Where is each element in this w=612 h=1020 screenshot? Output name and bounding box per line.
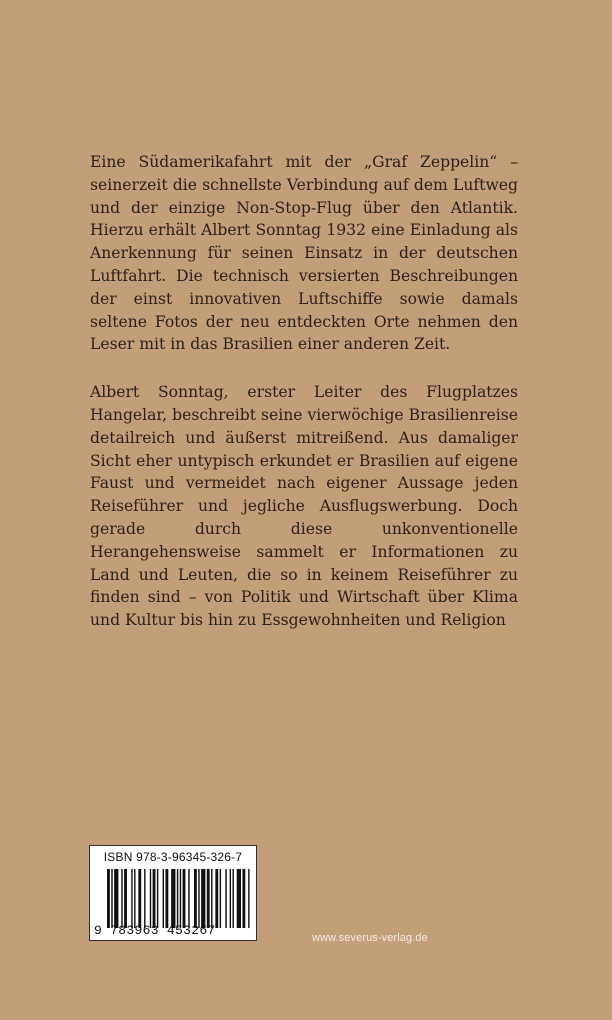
barcode-bar (194, 869, 197, 928)
barcode-bar (232, 869, 233, 928)
barcode-bar (138, 869, 141, 928)
barcode-bar (153, 869, 156, 928)
barcode-bar (157, 869, 158, 928)
barcode-bar (121, 869, 122, 928)
barcode-bar (180, 869, 181, 928)
barcode-bar (201, 869, 205, 928)
barcode-bar (131, 869, 132, 928)
barcode-bar (215, 869, 218, 928)
isbn-barcode (89, 845, 257, 941)
barcode-bar (134, 869, 135, 928)
barcode-bar (220, 869, 221, 928)
barcode-digits: 9 783963 453267 (94, 923, 216, 938)
barcode-bar (207, 869, 210, 928)
barcode-bar (183, 869, 186, 928)
barcode-bar (114, 869, 118, 928)
barcode-bars (107, 869, 251, 928)
barcode-bar (111, 869, 112, 928)
publisher-website: www.severus-verlag.de (312, 932, 428, 944)
barcode-bar (171, 869, 175, 928)
barcode-bar (107, 869, 110, 928)
blurb (90, 151, 518, 657)
barcode-bar (198, 869, 199, 928)
blurb-paragraph-2: Albert Sonntag, erster Leiter des Flugplatzes Hangelar, beschreibt seine vierwöchige Brasilienreise detailreich und äußerst mitreißend. Aus damaliger Sicht eher untypisch erkundet er Brasilien auf eigene Faust und vermeidet nach eigener Aussage jeden Reiseführer und jegliche Ausflugswerbung. Doch gerade durch diese unkonventionelle Herangehensweise sammelt er Informationen zu Land und Leuten, die so in keinem Reiseführer zu finden sind – von Politik und Wirtschaft über Klima und Kultur bis hin zu Essgewohnheiten und Religion (90, 383, 518, 630)
barcode-bar (237, 869, 241, 928)
barcode-bar (242, 869, 245, 928)
blurb-paragraph-1: Eine Südamerikafahrt mit der „Graf Zeppelin“ – seinerzeit die schnellste Verbindung auf dem Luftweg und der einzige Non-Stop-Flug über den Atlantik. Hierzu erhält Albert Sonntag 1932 eine Einladung als Anerkennung für seinen Einsatz in der deutschen Luftfahrt. Die technisch versierten Beschreibungen der einst innovativen Luftschiffe sowie damals seltene Fotos der neu entdeckten Orte nehmen den Leser mit in das Brasilien einer anderen Zeit. (90, 153, 518, 354)
barcode-bar (211, 869, 212, 928)
barcode-bar (248, 869, 249, 928)
barcode-bar (163, 869, 164, 928)
barcode-bar (188, 869, 189, 928)
barcode-bar (230, 869, 231, 928)
barcode-bar (144, 869, 145, 928)
barcode-bar (165, 869, 168, 928)
barcode-bar (177, 869, 178, 928)
barcode-bar (225, 869, 226, 928)
barcode-bar (124, 869, 127, 928)
barcode-bar (150, 869, 151, 928)
isbn-label: ISBN 978-3-96345-326-7 (103, 850, 243, 864)
